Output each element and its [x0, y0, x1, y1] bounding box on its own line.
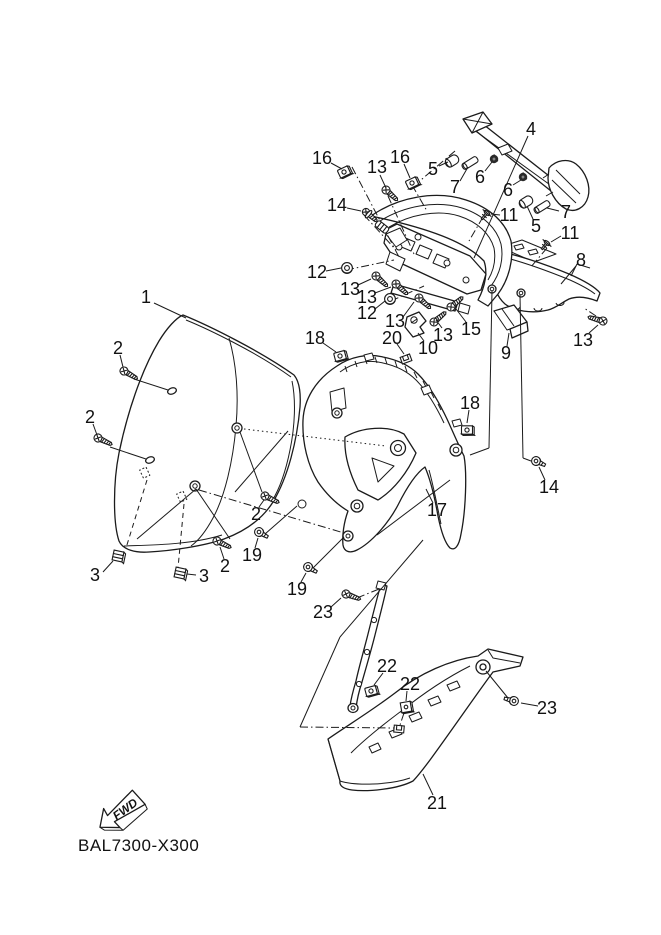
fwd-direction-arrow [92, 787, 149, 840]
callout-label-4: 4 [525, 119, 537, 139]
callout-label-6: 6 [502, 180, 514, 200]
fastener-part-20-cliptab [400, 354, 412, 364]
callout-label-17: 17 [426, 500, 448, 520]
fastener-part-23-screwflange [503, 694, 519, 706]
callout-label-1: 1 [140, 287, 152, 307]
fastener-part-5-damper [518, 194, 535, 209]
callout-label-11: 11 [499, 205, 519, 225]
callout-leader-3 [103, 561, 113, 572]
callout-label-3: 3 [198, 566, 210, 586]
aux-line-solid [265, 506, 297, 534]
callout-label-5: 5 [530, 216, 542, 236]
callout-label-14: 14 [326, 195, 348, 215]
callout-leader-14 [347, 208, 361, 211]
aux-line-solid [523, 458, 531, 461]
callout-label-15: 15 [460, 319, 482, 339]
fastener-part-22-sqwasher [400, 701, 413, 714]
fastener-part-19-screwflange [253, 526, 270, 541]
fastener-part-23-screw [341, 589, 362, 603]
aux-line-solid [300, 637, 340, 727]
callout-label-18: 18 [304, 328, 326, 348]
fastener-part-5-damper [444, 153, 461, 168]
aux-line-solid [470, 448, 489, 455]
callout-label-10: 10 [417, 338, 439, 358]
aux-line-solid [489, 291, 492, 448]
callout-label-16: 16 [389, 147, 411, 167]
diagram-code: BAL7300-X300 [78, 836, 200, 855]
callout-label-23: 23 [536, 698, 558, 718]
callout-leader-6 [485, 162, 492, 171]
callout-label-19: 19 [286, 579, 308, 599]
part-1-windshield [112, 315, 301, 552]
fastener-part-16-clipnut [405, 176, 421, 190]
callout-label-23: 23 [312, 602, 334, 622]
callout-label-3: 3 [89, 565, 101, 585]
callout-label-12: 12 [306, 262, 328, 282]
fastener-part-13-screw [587, 313, 608, 326]
callout-label-7: 7 [449, 177, 461, 197]
fastener-part-6-nutdark [488, 153, 499, 164]
callout-label-22: 22 [399, 674, 421, 694]
callout-label-12: 12 [356, 303, 378, 323]
callout-label-22: 22 [376, 656, 398, 676]
callout-leader-3 [187, 574, 196, 575]
callout-label-13: 13 [339, 279, 361, 299]
fastener-part-14-spacer [374, 220, 389, 234]
callout-label-13: 13 [572, 330, 594, 350]
callout-label-2: 2 [219, 556, 231, 576]
callout-leader-21 [423, 774, 433, 795]
callout-label-7: 7 [560, 202, 572, 222]
fastener-part-7-pad [533, 200, 551, 214]
callout-label-8: 8 [575, 250, 587, 270]
fastener-part-3-uclip [174, 567, 188, 580]
callout-label-11: 11 [560, 223, 580, 243]
fastener-part-19-screwflange [302, 561, 319, 576]
fwd-label: FWD [109, 795, 141, 823]
callout-leader-1 [154, 303, 186, 318]
callout-label-14: 14 [538, 477, 560, 497]
callout-label-16: 16 [311, 148, 333, 168]
part-21-lower-leg-shield [328, 649, 523, 791]
callout-label-6: 6 [474, 167, 486, 187]
callout-label-18: 18 [459, 393, 481, 413]
fastener-part-22-cliptab [394, 725, 405, 733]
fastener-part-12-grommet [385, 294, 396, 305]
callout-leader-16 [331, 163, 342, 169]
fastener-part-3-uclip [112, 550, 126, 563]
aux-line-dashdot [357, 589, 379, 598]
callout-label-9: 9 [500, 343, 512, 363]
fastener-part-12-grommet [342, 263, 353, 274]
part-17-meter-panel [298, 353, 466, 552]
part-10-bracket [405, 312, 426, 337]
aux-line-solid [340, 540, 423, 637]
callout-label-5: 5 [427, 159, 439, 179]
callout-leader-7 [547, 208, 559, 211]
callout-label-13: 13 [356, 287, 378, 307]
callout-leader-23 [521, 703, 538, 706]
callout-label-2: 2 [84, 407, 96, 427]
fastener-part-2-screw [93, 433, 114, 448]
fastener-part-14-screwflange [530, 455, 547, 469]
callout-leader-11 [551, 236, 561, 242]
callout-leader-12 [326, 268, 341, 271]
callout-leader-6 [513, 180, 521, 185]
callout-label-13: 13 [366, 157, 388, 177]
callout-label-19: 19 [241, 545, 263, 565]
callout-label-20: 20 [381, 328, 403, 348]
callout-label-2: 2 [250, 504, 262, 524]
callout-label-13: 13 [384, 311, 406, 331]
callout-leader-13 [375, 287, 391, 293]
callout-label-21: 21 [426, 793, 448, 813]
fastener-part-18-clipnut [462, 426, 475, 436]
callout-label-2: 2 [112, 338, 124, 358]
aux-line-dashdot [584, 308, 596, 316]
aux-line-solid [486, 671, 508, 698]
callout-label-13: 13 [432, 325, 454, 345]
fastener-part-22-clipnut [365, 685, 380, 698]
aux-line-solid [313, 537, 344, 568]
